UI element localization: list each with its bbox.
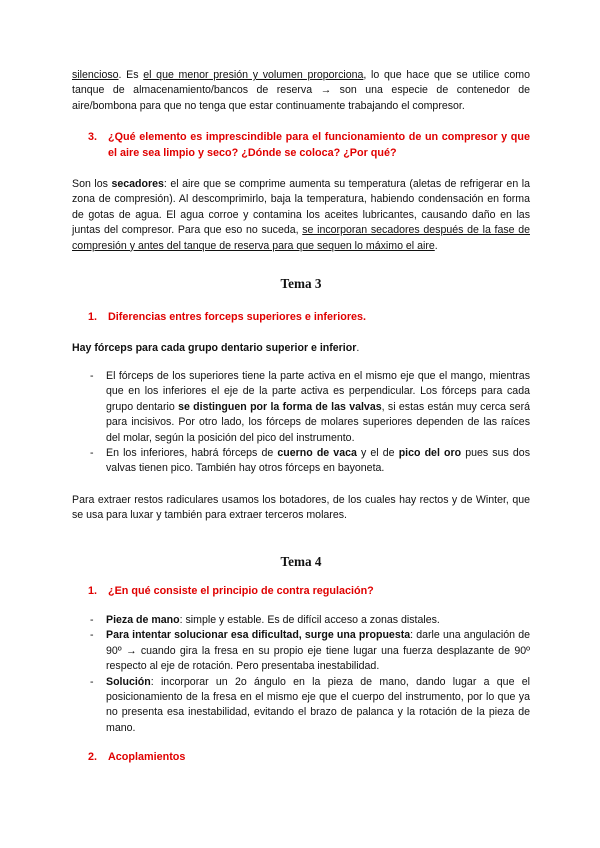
intro-paragraph (72, 68, 530, 114)
tema-3-question-1-number: 1. (88, 311, 98, 324)
tema-3-question-1-text: Diferencias entres forceps superiores e inferiores. (108, 311, 367, 324)
bullet-dash: - (90, 613, 94, 626)
tema-4-question-2-text: Acoplamientos (108, 751, 186, 764)
list-item (72, 628, 530, 674)
question-3-number: 3. (88, 131, 98, 144)
answer-3-text-3: . (434, 239, 438, 252)
tema-3-heading: Tema 3 (280, 276, 322, 292)
document-page (72, 64, 530, 766)
list-item (72, 369, 530, 446)
tema-4-question-2-number: 2. (88, 751, 98, 764)
intro-underline-2: el que menor presión y volumen proporciona (143, 69, 364, 81)
answer-3-paragraph (72, 177, 530, 254)
bullet-dash: - (90, 629, 94, 642)
tema-3-lead-bold: Hay fórceps para cada grupo dentario superior e inferior (72, 342, 357, 355)
list-item (72, 446, 530, 477)
tema-4-bullet-list (72, 613, 530, 736)
bullet-dash: - (90, 369, 94, 382)
intro-underline-1: silencioso (72, 69, 119, 81)
bullet-text: : darle una angulación de 90º → cuando gira la fresa en su propio eje tiene lugar una fuerza desplazante de 90º respecto al eje de rotación. Pero presentaba inestabilidad. (106, 629, 530, 673)
answer-3-bold: secadores (111, 178, 164, 191)
answer-3-underline: se incorporan secadores después de la fase de compresión y antes del tanque de reserva para que sequen lo máximo el aire (72, 224, 530, 252)
tema-3-bullet-list (72, 369, 530, 477)
bullet-text: pues sus dos valvas tienen pico. También hay otros fórceps en bayoneta. (106, 446, 530, 475)
list-item (72, 675, 530, 737)
question-3 (72, 130, 530, 161)
intro-text-1: . Es (118, 69, 144, 81)
question-3-text: ¿Qué elemento es imprescindible para el funcionamiento de un compresor y que el aire sea limpio y seco? ¿Dónde se coloca? ¿Por qué? (108, 131, 530, 159)
bullet-text: En los inferiores, habrá fórceps de (106, 446, 278, 459)
bullet-text: : incorporar un 2o ángulo en la pieza de mano, dando lugar a que el posicionamiento de la fresa en el mismo eje que el cuerpo del instrumento, por lo que ya no presenta esa inestabilidad, evitando el brazo de palanca y la rotación de la pieza de mano. (106, 675, 530, 734)
tema-4-question-2 (72, 750, 530, 765)
tema-3-question-1 (72, 310, 530, 325)
bullet-text: y el de (356, 446, 399, 459)
bullet-text: , si estas están muy cerca será para incisivos. Por otro lado, los fórceps de molares superiores dependen de las raíces del molar, según la posición del pico del instrumento. (106, 400, 531, 444)
tema-4-question-1 (72, 584, 530, 599)
answer-3-text-1: Son los (72, 178, 112, 191)
intro-text-2: , lo que hace que se utilice como tanque de almacenamiento/bancos de reserva → son una especie de contenedor de aire/bombona para que no tenga que estar continuamente trabajando el compresor. (72, 69, 530, 112)
bullet-bold: se distinguen por la forma de las valvas (178, 400, 382, 413)
bullet-text: El fórceps de los superiores tiene la parte activa en el mismo eje que el mango, mientras que en los inferiores el eje de la parte activa es perpendicular. Los fórceps para cada grupo dentario (106, 369, 530, 413)
bullet-dash: - (90, 675, 94, 688)
tema-3-lead-end: . (356, 342, 360, 355)
tema-4-question-1-number: 1. (88, 584, 98, 597)
tema-4-heading: Tema 4 (280, 553, 322, 569)
list-item (72, 613, 530, 628)
tema-3-lead (72, 341, 530, 356)
bullet-label: Solución (106, 675, 151, 688)
bullet-text: : simple y estable. Es de difícil acceso a zonas distales. (179, 613, 440, 626)
bullet-label: Pieza de mano (106, 613, 180, 626)
bullet-bold: pico del oro (398, 446, 462, 459)
tema-3-closing-paragraph: Para extraer restos radiculares usamos los botadores, de los cuales hay rectos y de Winter, que se usa para luxar y también para extraer terceros molares. (72, 493, 530, 522)
bullet-bold: cuerno de vaca (277, 446, 357, 459)
answer-3-text-2: : el aire que se comprime aumenta su temperatura (aletas de refrigerar en la zona de compresión). Al descomprimirlo, baja la temperatura, habiendo condensación en forma de gotas de agua. El agua corroe y contamina los aceites lubricantes, causando daño en las juntas del compresor. Para que eso no suceda, (72, 178, 530, 237)
bullet-label: Para intentar solucionar esa dificultad, surge una propuesta (106, 629, 411, 642)
bullet-dash: - (90, 446, 94, 459)
tema-4-question-1-text: ¿En qué consiste el principio de contra regulación? (108, 584, 374, 597)
